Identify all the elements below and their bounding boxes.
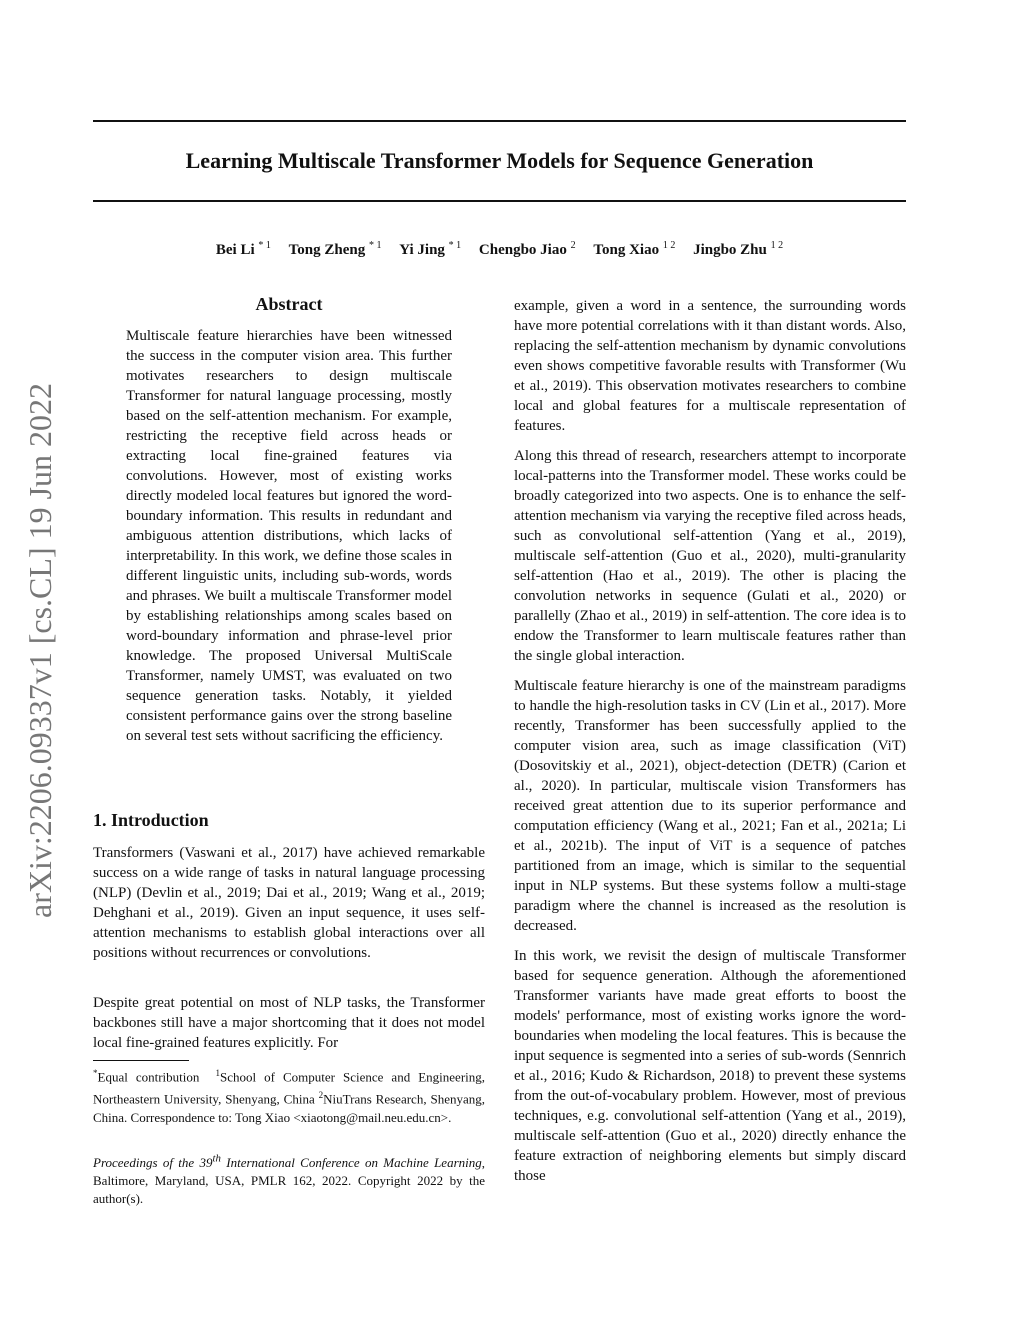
footnote-affiliation: NiuTrans Research, Shenyang, China. Correspondence to: Tong Xiao <xiaotong@mail.neu.edu.cn>.	[93, 1091, 485, 1125]
title-bottom-rule	[93, 200, 906, 202]
proceedings-details: , Baltimore, Maryland, USA, PMLR 162, 2022. Copyright 2022 by the author(s).	[93, 1155, 485, 1207]
footnote-mark: 2	[318, 1090, 324, 1101]
author-affiliation: 1 2	[662, 240, 676, 251]
author	[593, 242, 675, 258]
body-paragraph: Multiscale feature hierarchy is one of the mainstream paradigms to handle the high-resolution tasks in CV (Lin et al., 2017). More recently, Transformer has been successfully applied to the computer vision area, such as image classification (ViT) (Dosovitskiy et al., 2021), object-detection (DETR) (Carion et al., 2020). In particular, multiscale vision Transformers has received great attention due to its superior performance and computation efficiency (Wang et al., 2021; Fan et al., 2021a; Li et al., 2021b). The input of ViT is a sequence of patches partitioned from an image, which is similar to the sequential input in NLP systems. But these systems follow a multi-stage paradigm where the channel is increased as the resolution is decreased.	[514, 678, 906, 934]
body-paragraph: Along this thread of research, researchers attempt to incorporate local-patterns into the Transformer model. These works could be broadly categorized into two aspects. One is to enhance the self-attention mechanism via varying the receptive filed across heads, such as convolutional self-attention (Yang et al., 2019), multiscale self-attention (Guo et al., 2020), multi-granularity self-attention (Hao et al., 2019). The other is placing the convolution networks in sequence (Gulati et al., 2020) or parallelly (Zhao et al., 2019) in self-attention. The core idea is to endow the Transformer to learn multiscale features rather than the single global interaction.	[514, 448, 906, 664]
footnote-equal-contribution: Equal contribution	[97, 1069, 200, 1085]
author-name: Chengbo Jiao	[478, 242, 567, 258]
author-name: Bei Li	[215, 242, 255, 258]
author	[479, 242, 576, 258]
footnote-mark: 1	[215, 1068, 220, 1078]
proceedings-note	[93, 1150, 485, 1208]
author-affiliation: * 1	[448, 240, 462, 251]
author-name: Jingbo Zhu	[693, 242, 767, 258]
footnote-mark: *	[93, 1068, 98, 1078]
author	[216, 242, 271, 258]
abstract-heading: Abstract	[255, 294, 323, 314]
proceedings-prefix: Proceedings of the	[93, 1155, 200, 1171]
author	[399, 242, 461, 258]
author-name: Yi Jing	[399, 242, 445, 258]
footnote-affiliation: School of Computer Science and Engineering, Northeastern University, Shenyang, China	[93, 1069, 486, 1107]
author	[289, 242, 382, 258]
arxiv-identifier: arXiv:2206.09337v1 [cs.CL] 19 Jun 2022	[22, 382, 58, 918]
footnote-rule	[93, 1060, 189, 1061]
author-affiliation: * 1	[368, 240, 382, 251]
introduction-paragraph: Despite great potential on most of NLP tasks, the Transformer backbones still have a major shortcoming that it does not model local fine-grained features explicitly. For	[93, 995, 485, 1051]
introduction-paragraph: Transformers (Vaswani et al., 2017) have achieved remarkable success on a wide range of tasks in natural language processing (NLP) (Devlin et al., 2019; Dai et al., 2019; Wang et al., 2019; Dehghani et al., 2019). Given an input sequence, it uses self-attention mechanisms to establish global interactions over all positions without recurrences or convolutions.	[93, 845, 485, 961]
introduction-heading: 1. Introduction	[93, 810, 209, 830]
abstract-text: Multiscale feature hierarchies have been witnessed the success in the computer vision area. This further motivates researchers to design multiscale Transformer for natural language processing, mostly based on the self-attention mechanism. For example, restricting the receptive field across heads or extracting local fine-grained features via convolutions. However, most of existing works directly modeled local features but ignored the word-boundary information. This results in redundant and ambiguous attention distributions, which lacks of interpretability. In this work, we define those scales in different linguistic units, including sub-words, words and phrases. We built a multiscale Transformer model by establishing relationships among scales based on word-boundary information and phrase-level prior knowledge. The proposed Universal MultiScale Transformer, namely UMST, was evaluated on two sequence generation tasks. Notably, it yielded consistent performance gains over the strong baseline on several test sets without sacrificing the efficiency.	[126, 328, 452, 744]
author	[693, 242, 783, 258]
title-top-rule	[93, 120, 906, 122]
author-affiliation: 2	[570, 240, 576, 251]
proceedings-number: 39	[199, 1155, 213, 1171]
author-name: Tong Zheng	[288, 242, 366, 258]
proceedings-ordinal: th	[212, 1153, 221, 1165]
author-affiliation: 1 2	[770, 240, 784, 251]
footnote	[93, 1064, 485, 1127]
author-affiliation: * 1	[258, 240, 271, 251]
body-paragraph: example, given a word in a sentence, the surrounding words have more potential correlations with it than distant words. Also, replacing the self-attention mechanism by dynamic convolutions even shows competitive favorable results with Transformer (Wu et al., 2019). This observation motivates researchers to combine local and global features for a multiscale representation of features.	[514, 298, 906, 434]
paper-title: Learning Multiscale Transformer Models for Sequence Generation	[185, 148, 814, 173]
author-name: Tong Xiao	[593, 242, 660, 258]
author-list	[93, 235, 906, 261]
body-paragraph: In this work, we revisit the design of multiscale Transformer based for sequence generation. Although the aforementioned Transformer variants have made great efforts to boost the models' performance, most of existing works ignore the word-boundaries when modeling the local features. This is because the input sequence is segmented into a series of sub-words (Sennrich et al., 2016; Kudo & Richardson, 2018) to prevent these systems from the out-of-vocabulary problem. However, most of previous techniques, e.g. convolutional self-attention (Yang et al., 2019), multiscale self-attention (Guo et al., 2020) directly enhance the feature extraction of neighboring elements but simply discard those	[514, 948, 906, 1184]
proceedings-venue: International Conference on Machine Learning	[220, 1155, 482, 1171]
